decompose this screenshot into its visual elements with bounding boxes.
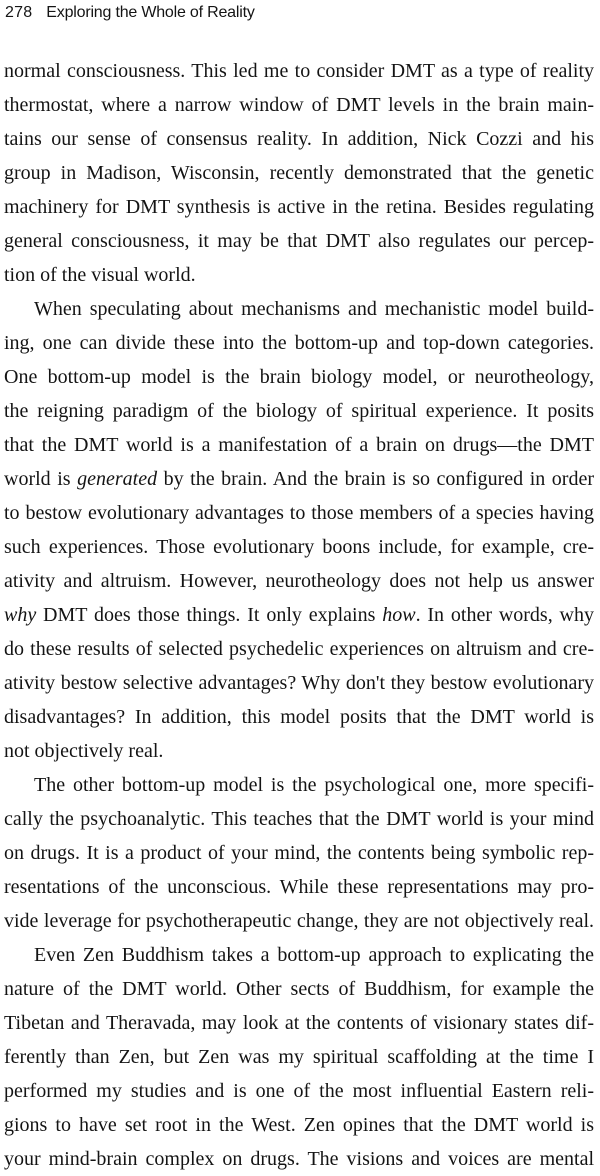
text-line: cally the psychoanalytic. This teaches that the DMT world is your mind bbox=[4, 808, 594, 830]
text-line: resentations of the unconscious. While these representations may pro- bbox=[4, 876, 594, 898]
running-head: Exploring the Whole of Reality bbox=[46, 4, 255, 21]
text-line: ferently than Zen, but Zen was my spiritual scaffolding at the time I bbox=[4, 1046, 594, 1068]
text-line: the reigning paradigm of the biology of spiritual experience. It posits bbox=[4, 400, 594, 422]
emphasis-text: why bbox=[4, 604, 37, 626]
text-line: on drugs. It is a product of your mind, the contents being symbolic rep- bbox=[4, 842, 594, 864]
text-line: normal consciousness. This led me to consider DMT as a type of reality bbox=[4, 60, 594, 82]
body-text bbox=[0, 54, 596, 1176]
text-line bbox=[0, 462, 596, 496]
page-header bbox=[5, 4, 255, 28]
text-line: do these results of selected psychedelic experiences on altruism and cre- bbox=[4, 638, 594, 660]
text-line: to bestow evolutionary advantages to those members of a species having bbox=[4, 502, 594, 524]
text-line: general consciousness, it may be that DMT also regulates our percep- bbox=[4, 230, 594, 252]
text-fragment: by the brain. And the brain is so configured in order bbox=[157, 468, 594, 490]
text-line: machinery for DMT synthesis is active in the retina. Besides regulating bbox=[4, 196, 594, 218]
text-line: ativity and altruism. However, neurotheology does not help us answer bbox=[4, 570, 594, 592]
text-fragment: . In other words, why bbox=[415, 604, 595, 626]
text-line: nature of the DMT world. Other sects of Buddhism, for example the bbox=[4, 978, 594, 1000]
text-line: disadvantages? In addition, this model posits that the DMT world is bbox=[4, 706, 594, 728]
text-line: that the DMT world is a manifestation of a brain on drugs—the DMT bbox=[4, 434, 594, 456]
text-line: tion of the visual world. bbox=[4, 264, 196, 286]
page-number: 278 bbox=[5, 4, 33, 21]
emphasis-text: generated bbox=[77, 468, 158, 490]
text-line: tains our sense of consensus reality. In addition, Nick Cozzi and his bbox=[4, 128, 594, 150]
text-fragment: world is bbox=[4, 468, 78, 490]
text-line: such experiences. Those evolutionary boons include, for example, cre- bbox=[4, 536, 594, 558]
text-line: your mind-brain complex on drugs. The visions and voices are mental bbox=[4, 1148, 594, 1170]
text-line: Even Zen Buddhism takes a bottom-up approach to explicating the bbox=[34, 944, 594, 966]
text-line: performed my studies and is one of the most influential Eastern reli- bbox=[4, 1080, 594, 1102]
text-line: group in Madison, Wisconsin, recently demonstrated that the genetic bbox=[4, 162, 594, 184]
text-line: ing, one can divide these into the bottom-up and top-down categories. bbox=[4, 332, 594, 354]
text-line: not objectively real. bbox=[4, 740, 164, 762]
text-line: When speculating about mechanisms and mechanistic model build- bbox=[34, 298, 594, 320]
text-line bbox=[0, 598, 596, 632]
text-line: ativity bestow selective advantages? Why don't they bestow evolutionary bbox=[4, 672, 594, 694]
text-line: thermostat, where a narrow window of DMT levels in the brain main- bbox=[4, 94, 594, 116]
text-line: Tibetan and Theravada, may look at the contents of visionary states dif- bbox=[4, 1012, 594, 1034]
text-fragment: DMT does those things. It only explains bbox=[36, 604, 383, 626]
text-line: One bottom-up model is the brain biology model, or neurotheology, bbox=[4, 366, 594, 388]
text-line: vide leverage for psychotherapeutic change, they are not objectively real. bbox=[4, 910, 594, 932]
emphasis-text: how bbox=[382, 604, 416, 626]
text-line: The other bottom-up model is the psychological one, more specifi- bbox=[34, 774, 594, 796]
text-line: gions to have set root in the West. Zen opines that the DMT world is bbox=[4, 1114, 594, 1136]
